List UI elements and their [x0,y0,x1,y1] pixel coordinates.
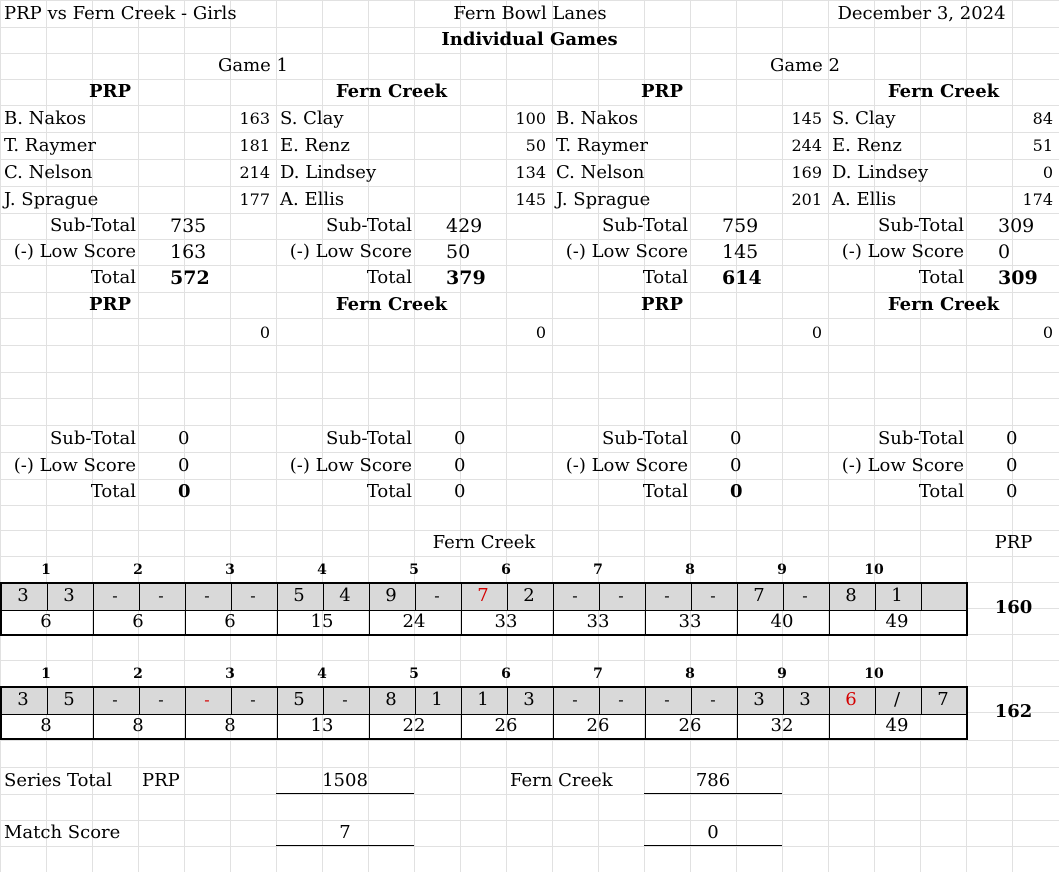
value-low: 50 [446,241,471,263]
frame-number: 9 [777,666,787,682]
team2-value-subtotal: 0 [730,428,742,449]
bowler-score: 201 [791,190,822,209]
team2-row-label-subtotal: Sub-Total [601,428,688,449]
series-team1-name: PRP [142,770,180,791]
team2-value-low: 0 [454,455,466,476]
section-title: Individual Games [441,29,618,50]
value-total: 379 [446,267,486,289]
bowler-score: 244 [791,136,822,155]
team2-heading: Fern Creek [887,294,1000,315]
team2-score: 0 [1042,323,1053,342]
bowler-name: S. Clay [280,108,344,129]
team2-row-label-low: (-) Low Score [13,455,136,476]
frame-number: 10 [864,666,884,682]
ball-mark: 3 [17,689,29,710]
value-total: 309 [998,267,1038,289]
frame-cumulative-score: 26 [586,715,610,736]
bowler-score: 169 [791,163,822,182]
ball-mark: 8 [385,689,397,710]
ball-mark: 4 [339,585,351,606]
bowler-score: 145 [791,109,822,128]
bowler-name: D. Lindsey [280,162,377,183]
ball-mark: - [618,586,624,605]
bowler-score: 100 [515,109,546,128]
ball-mark: 5 [63,689,75,710]
bowler-name: C. Nelson [4,162,93,183]
team2-row-label-total: Total [90,481,136,502]
frame-cumulative-score: 40 [770,611,794,632]
frame-number: 1 [41,562,51,578]
match-team2-underline [644,845,782,846]
team2-row-label-total: Total [642,481,688,502]
ball-mark: - [250,690,256,709]
team2-row-label-low: (-) Low Score [289,455,412,476]
ball-mark: - [434,586,440,605]
frame-number: 3 [225,562,235,578]
value-subtotal: 429 [446,215,483,237]
team2-row-label-subtotal: Sub-Total [877,428,964,449]
row-label-subtotal: Sub-Total [325,215,412,236]
row-label-total: Total [90,267,136,288]
team2-score: 0 [811,323,822,342]
ball-mark: - [342,690,348,709]
series-team2-total: 786 [695,770,731,791]
frame-number: 4 [317,666,327,682]
ball-mark: - [158,690,164,709]
team-heading: PRP [640,81,684,102]
ball-mark: 5 [293,689,305,710]
match-team1-score: 7 [339,822,351,843]
frame-number: 2 [133,562,143,578]
frame-cumulative-score: 8 [224,715,236,736]
frame-number: 9 [777,562,787,578]
bowler-score: 163 [239,109,270,128]
ball-mark: - [664,690,670,709]
frame-cumulative-score: 8 [40,715,52,736]
frame-cumulative-score: 33 [678,611,702,632]
ball-mark: / [893,689,901,710]
ball-mark: 5 [293,585,305,606]
frame-cumulative-score: 8 [132,715,144,736]
team2-value-total: 0 [730,481,743,502]
bowler-name: B. Nakos [556,108,639,129]
frame-cumulative-score: 33 [586,611,610,632]
frame-cumulative-score: 22 [402,715,426,736]
ball-mark: - [112,586,118,605]
team-heading: Fern Creek [887,81,1000,102]
ball-mark: 1 [431,689,443,710]
team2-row-label-subtotal: Sub-Total [49,428,136,449]
frame-cumulative-score: 15 [310,611,334,632]
baker-heading: Fern Creek [432,532,536,553]
bowler-name: B. Nakos [4,108,87,129]
ball-mark: 3 [799,689,811,710]
team2-value-subtotal: 0 [454,428,466,449]
bowler-name: A. Ellis [832,189,897,210]
ball-mark: 7 [477,585,489,606]
match-team2-score: 0 [707,822,719,843]
bowler-score: 50 [525,136,546,155]
value-subtotal: 735 [170,215,207,237]
frame-cumulative-score: 32 [770,715,794,736]
bowler-name: S. Clay [832,108,896,129]
ball-mark: 3 [17,585,29,606]
team2-score: 0 [259,323,270,342]
venue-name: Fern Bowl Lanes [453,3,607,24]
baker-game-total: 160 [994,597,1033,618]
ball-mark: 7 [937,689,949,710]
team-heading: Fern Creek [335,81,448,102]
frame-number: 10 [864,562,884,578]
team2-value-low: 0 [178,455,190,476]
frame-cumulative-score: 13 [310,715,334,736]
bowler-score: 145 [515,190,546,209]
ball-mark: - [710,586,716,605]
match-team1-underline [276,845,414,846]
team2-heading: Fern Creek [335,294,448,315]
ball-mark: 3 [523,689,535,710]
frame-cumulative-score: 49 [885,715,909,736]
frame-cumulative-score: 6 [224,611,236,632]
team2-heading: PRP [88,294,132,315]
frame-number: 2 [133,666,143,682]
bowler-score: 51 [1032,136,1053,155]
ball-mark: - [572,586,578,605]
value-total: 614 [722,267,762,289]
team2-value-total: 0 [454,481,466,502]
row-label-total: Total [366,267,412,288]
series-team2-underline [644,793,782,794]
ball-mark: - [204,690,210,709]
row-label-subtotal: Sub-Total [601,215,688,236]
ball-mark: - [112,690,118,709]
team2-row-label-total: Total [366,481,412,502]
team2-value-low: 0 [1006,455,1018,476]
ball-mark: 6 [845,689,857,710]
row-label-subtotal: Sub-Total [877,215,964,236]
ball-mark: 9 [385,585,397,606]
value-subtotal: 759 [722,215,759,237]
ball-mark: - [664,586,670,605]
row-label-subtotal: Sub-Total [49,215,136,236]
bowler-name: J. Sprague [4,189,99,210]
team2-value-subtotal: 0 [178,428,190,449]
row-label-low: (-) Low Score [13,241,136,262]
bowler-name: T. Raymer [4,135,96,156]
team2-row-label-subtotal: Sub-Total [325,428,412,449]
frame-number: 6 [501,666,511,682]
ball-mark: 3 [753,689,765,710]
ball-divider [921,584,922,610]
row-label-low: (-) Low Score [565,241,688,262]
team2-value-low: 0 [730,455,742,476]
bowler-name: A. Ellis [280,189,345,210]
frame-cumulative-score: 24 [402,611,426,632]
bowler-name: T. Raymer [556,135,648,156]
value-low: 163 [170,241,207,263]
ball-mark: - [802,586,808,605]
bowler-name: E. Renz [832,135,902,156]
frame-cumulative-score: 6 [40,611,52,632]
team2-value-subtotal: 0 [1006,428,1018,449]
team2-score: 0 [535,323,546,342]
series-team1-total: 1508 [322,770,368,791]
value-low: 0 [998,241,1011,263]
frame-number: 8 [685,562,695,578]
ball-mark: - [710,690,716,709]
match-title: PRP vs Fern Creek - Girls [4,3,237,24]
value-low: 145 [722,241,759,263]
bowler-score: 181 [239,136,270,155]
match-score-label: Match Score [4,822,121,843]
game-label: Game 2 [769,55,840,76]
team2-row-label-low: (-) Low Score [841,455,964,476]
team-heading: PRP [88,81,132,102]
frame-number: 5 [409,666,419,682]
row-label-total: Total [918,267,964,288]
bowler-name: J. Sprague [556,189,651,210]
baker-right-heading: PRP [994,532,1033,553]
frame-cumulative-score: 49 [885,611,909,632]
frame-number: 8 [685,666,695,682]
team2-heading: PRP [640,294,684,315]
row-label-low: (-) Low Score [841,241,964,262]
game-label: Game 1 [217,55,288,76]
bowler-name: E. Renz [280,135,350,156]
bowler-score: 177 [239,190,270,209]
ball-mark: 7 [753,585,765,606]
ball-mark: 2 [523,585,535,606]
frame-number: 3 [225,666,235,682]
team2-row-label-total: Total [918,481,964,502]
frame-number: 7 [593,562,603,578]
bowler-score: 214 [239,163,270,182]
bowler-name: D. Lindsey [832,162,929,183]
team2-value-total: 0 [178,481,191,502]
frame-number: 7 [593,666,603,682]
frame-cumulative-score: 26 [494,715,518,736]
ball-mark: - [158,586,164,605]
row-label-low: (-) Low Score [289,241,412,262]
frame-number: 1 [41,666,51,682]
series-total-label: Series Total [4,770,113,791]
frame-number: 6 [501,562,511,578]
value-subtotal: 309 [998,215,1035,237]
ball-mark: - [618,690,624,709]
ball-mark: - [572,690,578,709]
frame-number: 5 [409,562,419,578]
value-total: 572 [170,267,210,289]
ball-mark: 8 [845,585,857,606]
ball-mark: - [204,586,210,605]
row-label-total: Total [642,267,688,288]
frame-cumulative-score: 33 [494,611,518,632]
team2-row-label-low: (-) Low Score [565,455,688,476]
baker-game-total: 162 [994,701,1033,722]
frame-number: 4 [317,562,327,578]
bowler-score: 134 [515,163,546,182]
bowler-score: 84 [1032,109,1053,128]
frame-cumulative-score: 26 [678,715,702,736]
ball-mark: 3 [63,585,75,606]
series-team1-underline [276,793,414,794]
frame-cumulative-score: 6 [132,611,144,632]
bowler-score: 0 [1042,163,1053,182]
ball-mark: - [250,586,256,605]
ball-mark: 1 [891,585,903,606]
series-team2-name: Fern Creek [510,770,613,791]
match-date: December 3, 2024 [837,3,1006,24]
ball-mark: 1 [477,689,489,710]
bowler-score: 174 [1022,190,1053,209]
team2-value-total: 0 [1006,481,1018,502]
bowler-name: C. Nelson [556,162,645,183]
